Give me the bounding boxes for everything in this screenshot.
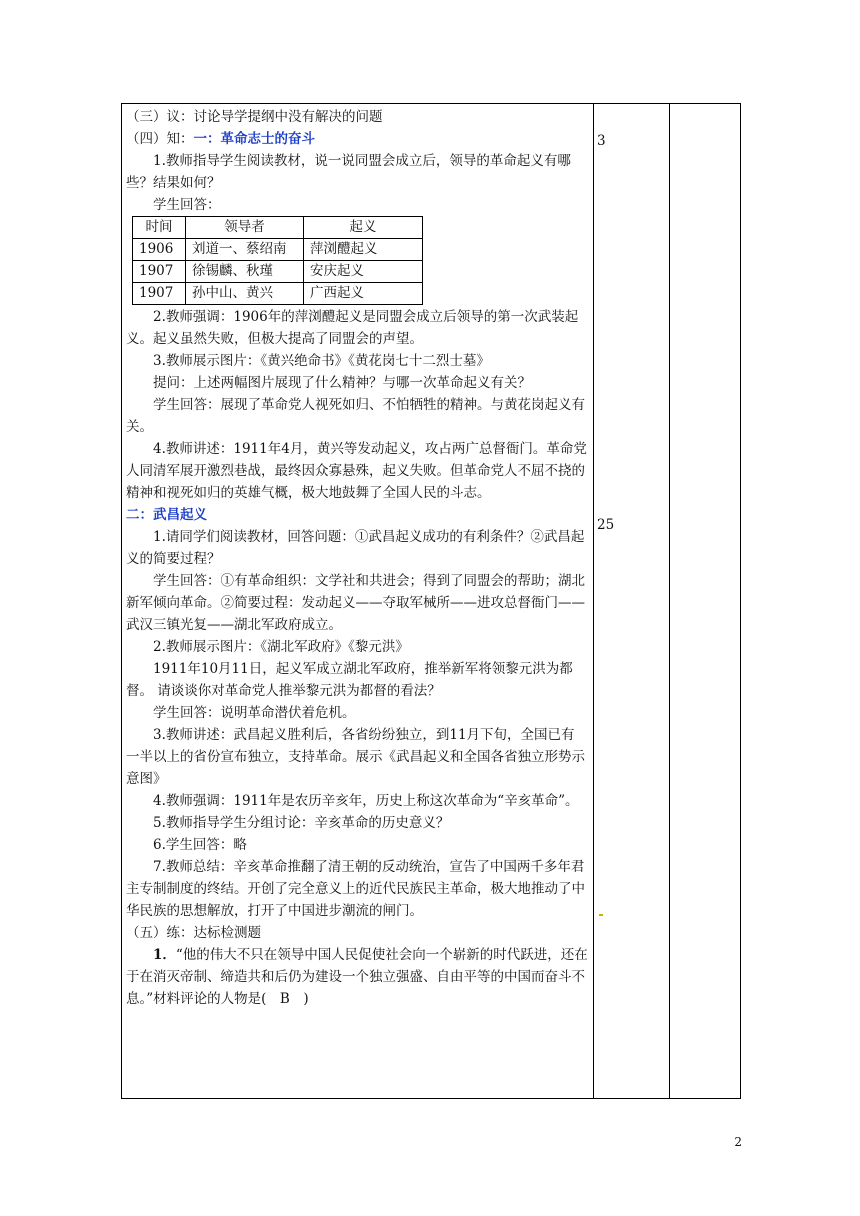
section-practice: （五）练：达标检测题 <box>126 925 261 941</box>
paragraph: 1.请同学们阅读教材，回答问题：①武昌起义成功的有利条件？②武昌起义的简要过程？ <box>126 529 585 567</box>
heading-revolutionaries: 一：革命志士的奋斗 <box>193 131 315 147</box>
paragraph: 6.学生回答：略 <box>153 837 247 853</box>
lesson-content <box>126 106 588 1010</box>
paragraph: 2.教师展示图片：《湖北军政府》《黎元洪》 <box>153 639 409 655</box>
paragraph: 学生回答：展现了革命党人视死如归、不怕牺牲的精神。与黄花岗起义有关。 <box>126 397 585 435</box>
table-cell: 安庆起义 <box>304 261 423 283</box>
paragraph: 4.教师讲述：1911年4月，黄兴等发动起义，攻占两广总督衙门。革命党人同清军展开激烈巷战，最终因众寡悬殊，起义失败。但革命党人不屈不挠的精神和视死如归的英雄气概，极大地鼓舞了全国人民的斗志。 <box>126 441 587 501</box>
table-cell: 徐锡麟、秋瑾 <box>186 261 304 283</box>
table-row <box>133 261 423 283</box>
paragraph: 学生回答：①有革命组织：文学社和共进会；得到了同盟会的帮助；湖北新军倾向革命。②简要过程：发动起义——夺取军械所——进攻总督衙门——武汉三镇光复——湖北军政府成立。 <box>126 573 585 633</box>
column-divider-2 <box>669 104 670 1098</box>
paragraph: 1911年10月11日，起义军成立湖北军政府，推举新军将领黎元洪为都督。 请谈谈你对革命党人推举黎元洪为都督的看法？ <box>126 661 573 699</box>
stray-mark <box>599 914 603 916</box>
question-number: 1． <box>153 947 176 963</box>
section-know-prefix: （四）知： <box>126 131 194 147</box>
table-cell: 萍浏醴起义 <box>304 239 423 261</box>
time-minutes: 25 <box>597 517 615 533</box>
table-header-row <box>133 217 423 239</box>
paragraph: 4.教师强调：1911年是农历辛亥年，历史上称这次革命为“辛亥革命”。 <box>153 793 579 809</box>
paragraph: 3.教师讲述：武昌起义胜利后，各省纷纷独立，到11月下旬，全国已有一半以上的省份宣布独立，支持革命。展示《武昌起义和全国各省独立形势示意图》 <box>126 727 585 787</box>
heading-wuchang: 二：武昌起义 <box>126 507 207 523</box>
question-1 <box>126 944 588 1010</box>
time-minutes: 3 <box>597 133 606 149</box>
table-header-cell: 时间 <box>133 217 186 239</box>
paragraph: 学生回答： <box>153 197 221 213</box>
paragraph: 5.教师指导学生分组讨论：辛亥革命的历史意义？ <box>153 815 450 831</box>
paragraph: 2.教师强调：1906年的萍浏醴起义是同盟会成立后领导的第一次武装起义。起义虽然失败，但极大提高了同盟会的声望。 <box>126 309 579 347</box>
table-cell: 孙中山、黄兴 <box>186 283 304 305</box>
table-row <box>133 239 423 261</box>
table-header-cell: 领导者 <box>186 217 304 239</box>
table-cell: 广西起义 <box>304 283 423 305</box>
paragraph: 7.教师总结：辛亥革命推翻了清王朝的反动统治，宣告了中国两千多年君主专制制度的终结。开创了完全意义上的近代民族民主革命，极大地推动了中华民族的思想解放，打开了中国进步潮流的闸门。 <box>126 859 585 919</box>
paragraph: 1.教师指导学生阅读教材，说一说同盟会成立后，领导的革命起义有哪些？结果如何？ <box>126 153 571 191</box>
section-discuss: （三）议：讨论导学提纲中没有解决的问题 <box>126 109 383 125</box>
paragraph: 3.教师展示图片：《黄兴绝命书》《黄花岗七十二烈士墓》 <box>153 353 490 369</box>
page-number: 2 <box>734 1135 742 1149</box>
paragraph: 提问：上述两幅图片展现了什么精神？与哪一次革命起义有关？ <box>153 375 531 391</box>
table-header-cell: 起义 <box>304 217 423 239</box>
table-cell: 1906 <box>133 239 186 261</box>
column-divider-1 <box>593 104 594 1098</box>
section-know <box>126 128 588 150</box>
table-row <box>133 283 423 305</box>
table-cell: 刘道一、蔡绍南 <box>186 239 304 261</box>
question-text: “他的伟大不只在领导中国人民促使社会向一个崭新的时代跃进，还在于在消灭帝制、缔造共和后仍为建设一个独立强盛、自由平等的中国而奋斗不息。”材料评论的人物是( B ) <box>126 947 588 1007</box>
paragraph: 学生回答：说明革命潜伏着危机。 <box>153 705 356 721</box>
table-cell: 1907 <box>133 261 186 283</box>
uprisings-table <box>132 216 423 305</box>
table-cell: 1907 <box>133 283 186 305</box>
